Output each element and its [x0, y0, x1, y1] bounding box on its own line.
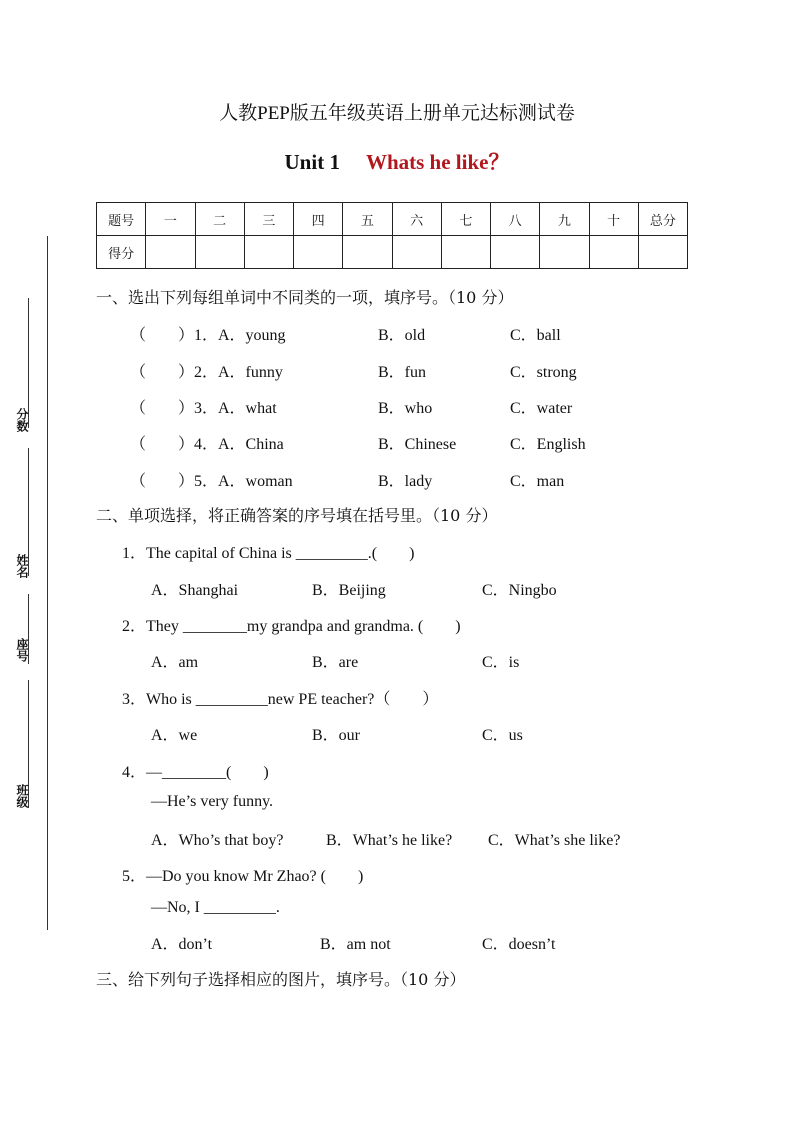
- binding-label-score: 分数: [15, 408, 29, 432]
- score-table-score-row: [97, 236, 688, 269]
- s2-q5-option-b: B．am not: [320, 936, 391, 953]
- section1-heading: 一、选出下列每组单词中不同类的一项，填序号。（10 分）: [96, 288, 514, 307]
- s2-q2-option-b: B．are: [312, 654, 359, 671]
- score-cell: 五: [343, 203, 392, 236]
- s1-q4-option-b: B．Chinese: [378, 436, 457, 453]
- s1-q4-option-a: （ ）4．A．China: [130, 436, 284, 453]
- s1-q1-option-a: （ ）1．A．young: [130, 327, 286, 344]
- score-cell: 十: [589, 203, 638, 236]
- unit-title: Whats he like？: [365, 150, 510, 174]
- score-input-cell[interactable]: [638, 236, 687, 269]
- s1-q4-option-c: C．English: [510, 436, 586, 453]
- s1-q5-option-c: C．man: [510, 473, 565, 490]
- s2-q1-option-b: B．Beijing: [312, 582, 386, 599]
- s2-q4-option-a: A．Who’s that boy?: [151, 832, 284, 849]
- score-cell: 八: [491, 203, 540, 236]
- s2-q5-stem: 5．—Do you know Mr Zhao? ( ): [122, 868, 364, 885]
- s1-q3-option-c: C．water: [510, 400, 573, 417]
- s2-q4-reply: —He’s very funny.: [151, 793, 274, 810]
- s2-q1-option-c: C．Ningbo: [482, 582, 557, 599]
- s1-q2-option-a: （ ）2．A．funny: [130, 364, 283, 381]
- score-input-cell[interactable]: [540, 236, 589, 269]
- section3-heading: 三、给下列句子选择相应的图片，填序号。（10 分）: [96, 970, 466, 989]
- s1-q1-option-c: C．ball: [510, 327, 561, 344]
- s2-q3-option-a: A．we: [151, 727, 198, 744]
- score-cell: 九: [540, 203, 589, 236]
- s2-q5-option-c: C．doesn’t: [482, 936, 556, 953]
- s1-q3-option-a: （ ）3．A．what: [130, 400, 277, 417]
- s2-q2-stem: 2．They ________my grandpa and grandma. ( ): [122, 618, 461, 635]
- binding-label-name: 姓名: [15, 554, 29, 578]
- s2-q3-stem: 3．Who is _________new PE teacher?（ ）: [122, 691, 439, 708]
- score-input-cell[interactable]: [294, 236, 343, 269]
- score-input-cell[interactable]: [244, 236, 293, 269]
- score-input-cell[interactable]: [441, 236, 490, 269]
- unit-number: Unit 1: [284, 150, 340, 174]
- score-input-cell[interactable]: [392, 236, 441, 269]
- s2-q4-stem: 4．—________( ): [122, 764, 269, 781]
- exam-title: 人教PEP版五年级英语上册单元达标测试卷: [219, 103, 575, 124]
- s2-q2-option-c: C．is: [482, 654, 520, 671]
- score-input-cell[interactable]: [195, 236, 244, 269]
- s2-q1-option-a: A．Shanghai: [151, 582, 239, 599]
- binding-label-seat: 座号: [15, 638, 29, 662]
- unit-heading: [0, 146, 794, 176]
- s1-q5-option-b: B．lady: [378, 473, 433, 490]
- score-cell: 题号: [97, 203, 146, 236]
- score-input-cell[interactable]: [589, 236, 638, 269]
- s2-q5-reply: —No, I _________.: [151, 899, 280, 916]
- s2-q5-option-a: A．don’t: [151, 936, 213, 953]
- s2-q4-option-b: B．What’s he like?: [326, 832, 453, 849]
- s2-q3-option-c: C．us: [482, 727, 523, 744]
- binding-line: [47, 236, 48, 930]
- score-cell: 三: [244, 203, 293, 236]
- s1-q3-option-b: B．who: [378, 400, 433, 417]
- score-cell: 总分: [638, 203, 687, 236]
- score-table: [96, 202, 688, 269]
- score-cell: 四: [294, 203, 343, 236]
- s2-q1-stem: 1．The capital of China is _________.( ): [122, 545, 415, 562]
- binding-label-class: 班级: [15, 784, 29, 808]
- score-cell: 二: [195, 203, 244, 236]
- s1-q5-option-a: （ ）5．A．woman: [130, 473, 293, 490]
- score-cell: 一: [146, 203, 195, 236]
- s2-q4-option-c: C．What’s she like?: [488, 832, 621, 849]
- s2-q2-option-a: A．am: [151, 654, 199, 671]
- score-cell: 六: [392, 203, 441, 236]
- score-input-cell[interactable]: [146, 236, 195, 269]
- score-input-cell[interactable]: [491, 236, 540, 269]
- score-table-header-row: [97, 203, 688, 236]
- s1-q2-option-b: B．fun: [378, 364, 427, 381]
- section2-heading: 二、单项选择，将正确答案的序号填在括号里。（10 分）: [96, 506, 498, 525]
- s1-q2-option-c: C．strong: [510, 364, 577, 381]
- score-cell: 七: [441, 203, 490, 236]
- s1-q1-option-b: B．old: [378, 327, 426, 344]
- score-row-label: 得分: [97, 236, 146, 269]
- s2-q3-option-b: B．our: [312, 727, 361, 744]
- score-input-cell[interactable]: [343, 236, 392, 269]
